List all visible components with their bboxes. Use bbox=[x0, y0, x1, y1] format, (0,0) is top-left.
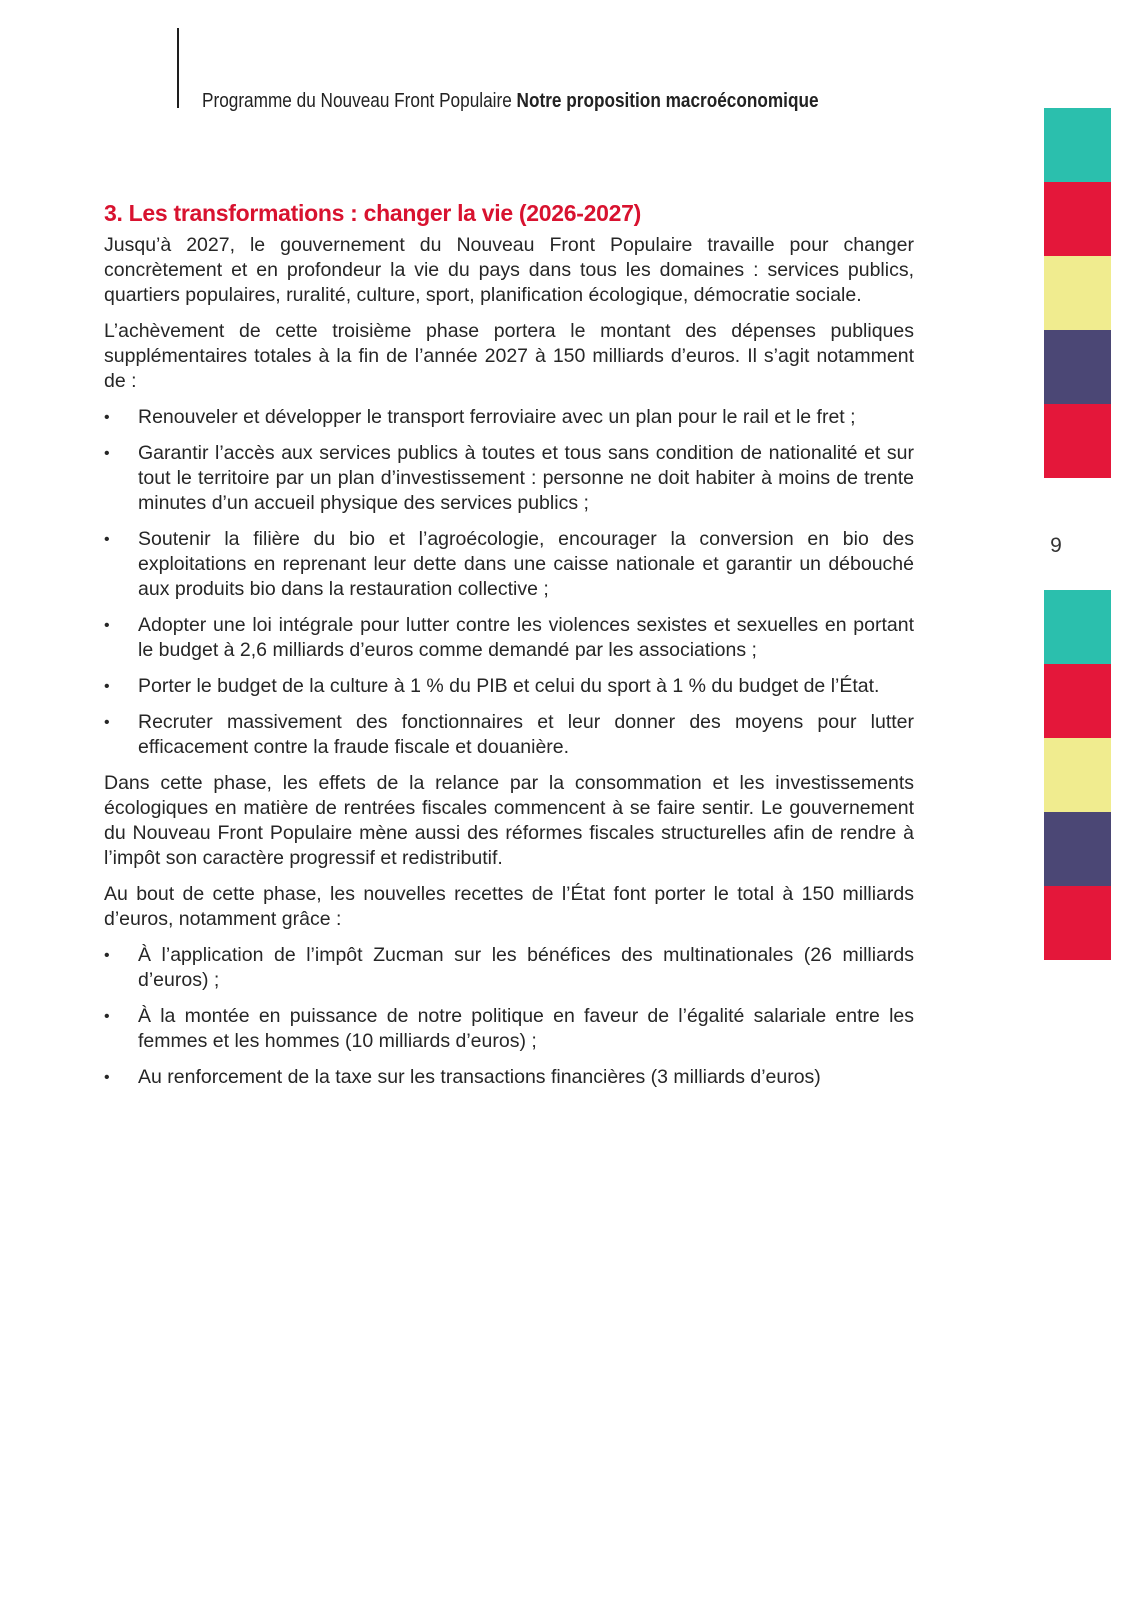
stripe-teal bbox=[1044, 590, 1111, 664]
paragraph: Dans cette phase, les effets de la relance par la consommation et les investissements écologiques en matière de rentrées fiscales commencent à se faire sentir. Le gouvernement du Nouveau Front Populaire mène aussi des réformes fiscales structurelles afin de rendre à l’impôt son caractère progressif et redistributif. bbox=[104, 772, 914, 869]
header-bold-title: Notre proposition macroéconomique bbox=[516, 90, 819, 112]
list-item: • Garantir l’accès aux services publics à toutes et tous sans condition de nationalité et sur tout le territoire par un plan d’investissement : personne ne doit habiter à moins de trente minutes d’un accueil physique des services publics ; bbox=[104, 441, 914, 516]
stripe-red bbox=[1044, 182, 1111, 256]
list-item: • Adopter une loi intégrale pour lutter contre les violences sexistes et sexuelles en portant le budget à 2,6 milliards d’euros comme demandé par les associations ; bbox=[104, 613, 914, 663]
stripe-purple bbox=[1044, 812, 1111, 886]
stripe-yellow bbox=[1044, 256, 1111, 330]
list-item: • À la montée en puissance de notre politique en faveur de l’égalité salariale entre les femmes et les hommes (10 milliards d’euros) ; bbox=[104, 1004, 914, 1054]
header-rule bbox=[177, 28, 179, 108]
list-item: • Renouveler et développer le transport ferroviaire avec un plan pour le rail et le fret ; bbox=[104, 405, 914, 430]
stripe-purple bbox=[1044, 330, 1111, 404]
list-item: • Recruter massivement des fonctionnaires et leur donner des moyens pour lutter efficacement contre la fraude fiscale et douanière. bbox=[104, 710, 914, 760]
list-item: • Porter le budget de la culture à 1 % du PIB et celui du sport à 1 % du budget de l’État. bbox=[104, 674, 914, 699]
stripe-red bbox=[1044, 886, 1111, 960]
list-item: • Au renforcement de la taxe sur les transactions financières (3 milliards d’euros) bbox=[104, 1065, 914, 1090]
revenues-list bbox=[104, 943, 914, 1090]
section-title: 3. Les transformations : changer la vie (2026-2027) bbox=[104, 200, 641, 226]
main-content bbox=[104, 200, 914, 1101]
list-item: • Soutenir la filière du bio et l’agroécologie, encourager la conversion en bio des exploitations en reprenant leur dette dans une caisse nationale et garantir un débouché aux produits bio dans la restauration collective ; bbox=[104, 527, 914, 602]
paragraph: L’achèvement de cette troisième phase portera le montant des dépenses publiques supplémentaires totales à la fin de l’année 2027 à 150 milliards d’euros. Il s’agit notamment de : bbox=[104, 320, 914, 392]
stripe-yellow bbox=[1044, 738, 1111, 812]
measures-list bbox=[104, 405, 914, 760]
stripe-red bbox=[1044, 404, 1111, 478]
paragraph: Jusqu’à 2027, le gouvernement du Nouveau Front Populaire travaille pour changer concrètement et en profondeur la vie du pays dans tous les domaines : services publics, quartiers populaires, ruralité, culture, sport, planification écologique, démocratie sociale. bbox=[104, 234, 914, 306]
running-header bbox=[202, 90, 819, 113]
page-number: 9 bbox=[1050, 534, 1062, 557]
header-prefix: Programme du Nouveau Front Populaire bbox=[202, 90, 517, 112]
paragraph: Au bout de cette phase, les nouvelles recettes de l’État font porter le total à 150 milliards d’euros, notamment grâce : bbox=[104, 883, 914, 930]
color-stripes-top bbox=[1044, 108, 1111, 478]
stripe-teal bbox=[1044, 108, 1111, 182]
color-stripes-bottom bbox=[1044, 590, 1111, 960]
stripe-red bbox=[1044, 664, 1111, 738]
list-item: • À l’application de l’impôt Zucman sur les bénéfices des multinationales (26 milliards d’euros) ; bbox=[104, 943, 914, 993]
